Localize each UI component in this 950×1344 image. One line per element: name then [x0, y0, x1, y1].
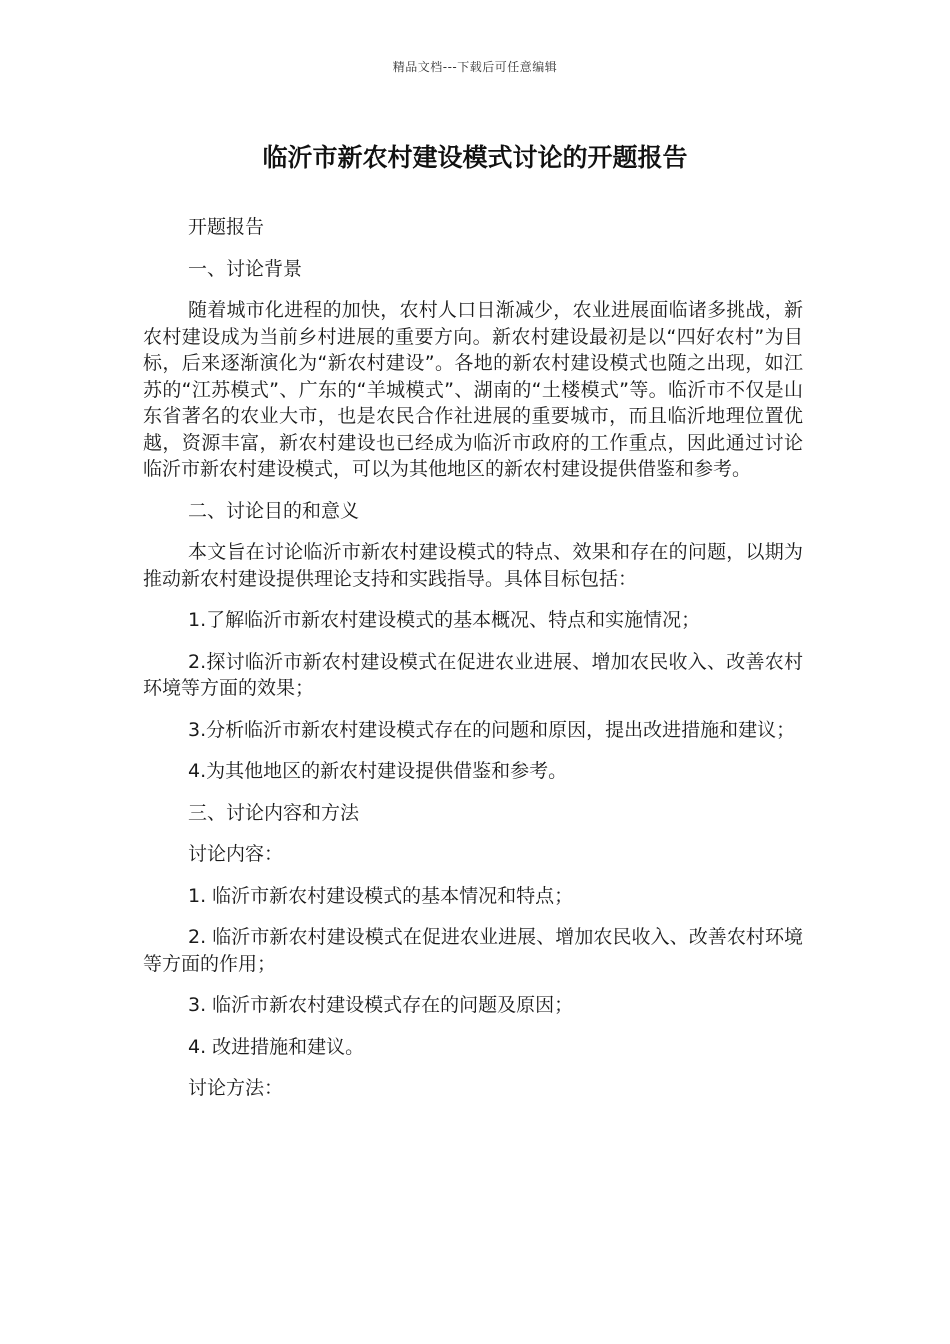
goal-item-1: 1.了解临沂市新农村建设模式的基本概况、特点和实施情况； [188, 609, 701, 631]
header-note: 精品文档---下载后可任意编辑 [392, 60, 558, 74]
goal-item-3: 3.分析临沂市新农村建设模式存在的问题和原因，提出改进措施和建议； [188, 718, 796, 741]
content-label: 讨论内容： [188, 843, 284, 865]
goal-item-4: 4.为其他地区的新农村建设提供借鉴和参考。 [188, 760, 568, 782]
section-heading-content-method: 三、讨论内容和方法 [188, 801, 360, 824]
section-heading-background: 一、讨论背景 [188, 257, 303, 280]
paragraph-purpose: 本文旨在讨论临沂市新农村建设模式的特点、效果和存在的问题，以期为推动新农村建设提供理论支持和实践指导。具体目标包括： [143, 541, 803, 590]
content-item-1: 1. 临沂市新农村建设模式的基本情况和特点； [188, 884, 574, 907]
method-label: 讨论方法： [188, 1077, 284, 1099]
goal-item-2: 2.探讨临沂市新农村建设模式在促进农业进展、增加农民收入、改善农村环境等方面的效果； [143, 650, 803, 699]
section-heading-purpose: 二、讨论目的和意义 [188, 499, 360, 522]
content-item-3: 3. 临沂市新农村建设模式存在的问题及原因； [188, 994, 574, 1016]
paragraph-background: 随着城市化进程的加快，农村人口日渐减少，农业进展面临诸多挑战，新农村建设成为当前乡村进展的重要方向。新农村建设最初是以“四好农村”为目标，后来逐渐演化为“新农村建设”。各地的新农村建设模式也随之出现，如江苏的“江苏模式”、广东的“羊城模式”、湖南的“土楼模式”等。临沂市不仅是山东省著名的农业大市，也是农民合作社进展的重要城市，而且临沂地理位置优越，资源丰富，新农村建设也已经成为临沂市政府的工作重点，因此通过讨论临沂市新农村建设模式，可以为其他地区的新农村建设提供借鉴和参考。 [143, 299, 803, 480]
paragraph-report-label: 开题报告 [188, 216, 265, 238]
content-item-4: 4. 改进措施和建议。 [188, 1035, 365, 1058]
document-body [143, 214, 803, 1117]
document-title: 临沂市新农村建设模式讨论的开题报告 [262, 143, 688, 172]
content-item-2: 2. 临沂市新农村建设模式在促进农业进展、增加农民收入、改善农村环境等方面的作用； [143, 926, 803, 975]
